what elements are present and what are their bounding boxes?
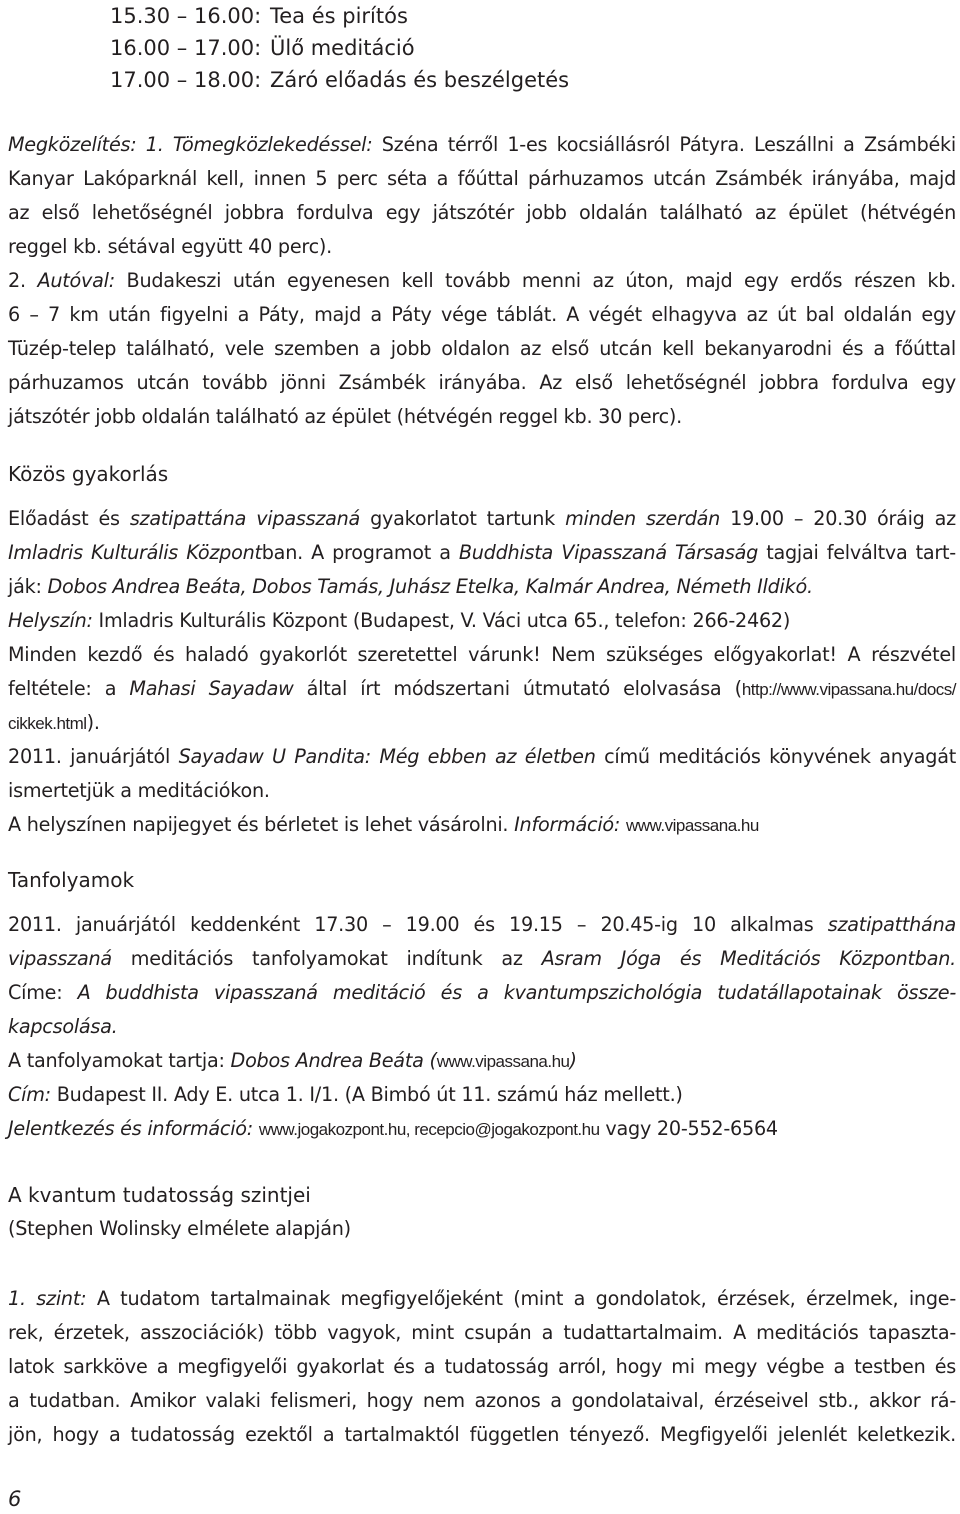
text-span: Széna térről 1-es kocsiállásról Pátyra. Leszállni a Zsámbéki	[372, 133, 956, 156]
text-span: Dobos Andrea Beáta (	[230, 1049, 437, 1072]
text-span: 2011. januárjától	[8, 745, 179, 768]
quantum-subheading	[8, 1212, 956, 1246]
text-line: Tüzép-telep található, vele szemben a jobb oldalon az első utcán kell bekanyarodni és a főúttal	[8, 337, 956, 360]
schedule-row	[110, 64, 569, 96]
text-span: A helyszínen napijegyet és bérletet is lehet vásárolni.	[8, 813, 515, 836]
text-span: 19.00 – 20.30 óráig az	[720, 507, 956, 530]
text-span: 2.	[8, 269, 38, 292]
approach-section	[8, 128, 956, 434]
text-line: jön, hogy a tudatosság ezektől a tartalmaktól független tényező. Megfigyelői jelenlét keletkezik.	[8, 1423, 956, 1446]
text-span: kapcsolása.	[8, 1015, 118, 1038]
text-span: A tudatom tartalmainak megfigyelőjeként (mint a gondolatok, érzések, érzelmek, inge-	[86, 1287, 956, 1310]
text-span: Budapest II. Ady E. utca 1. I/1. (A Bimbó út 11. számú ház mellett.)	[50, 1083, 683, 1106]
text-span: ják:	[8, 575, 48, 598]
section-heading-quantum: A kvantum tudatosság szintjei	[8, 1183, 311, 1207]
text-span: feltétele: a	[8, 677, 130, 700]
schedule-row	[110, 0, 569, 32]
text-span: Sayadaw U Pandita: Még ebben az életben	[178, 745, 596, 768]
schedule-row	[110, 32, 569, 64]
text-line	[8, 976, 956, 1010]
text-span: ).	[86, 711, 100, 734]
text-line: játszótér jobb oldalán található az épület (hétvégén reggel kb. 30 perc).	[8, 405, 683, 428]
text-span: által írt módszertani útmutató elolvasása (	[293, 677, 742, 700]
text-line	[8, 536, 956, 570]
schedule-label: Tea és pirítós	[270, 4, 408, 28]
text-line: Minden kezdő és haladó gyakorlót szeretettel várunk! Nem szükséges előgyakorlat! A részvétel	[8, 643, 956, 666]
text-span: Autóval:	[37, 269, 115, 292]
text-span: Imladris Kulturális Központ (Budapest, V. Váci utca 65., telefon: 266-2462)	[92, 609, 791, 632]
common-section	[8, 502, 956, 842]
text-line: párhuzamos utcán tovább jönni Zsámbék irányába. Az első lehetőségnél jobbra fordulva egy	[8, 371, 956, 394]
text-line: (Stephen Wolinsky elmélete alapján)	[8, 1217, 351, 1240]
schedule-time: 17.00 – 18.00:	[110, 68, 262, 92]
courses-section	[8, 908, 956, 1146]
text-line	[8, 1078, 956, 1112]
url-link[interactable]: www.vipassana.hu	[626, 816, 759, 835]
text-span: szatipattána vipasszaná	[129, 507, 361, 530]
text-line	[8, 942, 956, 976]
text-span: Asram Jóga és Meditációs Központban.	[541, 947, 956, 970]
text-span: című meditációs könyvének anyagát	[595, 745, 956, 768]
text-line	[8, 740, 956, 774]
text-line: 6 – 7 km után figyelni a Páty, majd a Páty vége táblát. A végét elhagyva az út bal oldalán egy	[8, 303, 956, 326]
text-line: a tudatban. Amikor valaki felismeri, hogy nem azonos a gondolataival, érzéseivel stb., akkor rá-	[8, 1389, 956, 1412]
text-line	[8, 502, 956, 536]
text-span: Cím:	[8, 1083, 51, 1106]
text-line	[8, 264, 956, 298]
email-link[interactable]: recepcio@jogakozpont.hu	[414, 1120, 600, 1139]
text-span: )	[569, 1049, 577, 1072]
schedule-list	[110, 0, 569, 96]
url-link[interactable]: www.vipassana.hu	[436, 1052, 570, 1071]
schedule-label: Záró előadás és beszélgetés	[270, 68, 570, 92]
text-span: ban. A programot a	[261, 541, 459, 564]
url-link[interactable]: http://www.vipassana.hu/docs/	[741, 680, 956, 699]
approach-label: Megközelítés: 1. Tömegközlekedéssel:	[8, 133, 373, 156]
text-line: Kanyar Lakóparknál kell, innen 5 perc séta a főúttal párhuzamos utcán Zsámbék irányába, majd	[8, 167, 956, 190]
text-span: Buddhista Vipasszaná Társaság	[458, 541, 759, 564]
quantum-section	[8, 1282, 956, 1452]
text-line	[8, 128, 956, 162]
text-span: Információ:	[514, 813, 621, 836]
text-span: Mahasi Sayadaw	[129, 677, 294, 700]
text-line	[8, 908, 956, 942]
text-line: latok sarkköve a megfigyelői gyakorlat és a tudatosság arról, hogy mi megy végbe a testben és	[8, 1355, 956, 1378]
text-span: tagjai felváltva tart-	[758, 541, 956, 564]
text-span: ,	[405, 1120, 415, 1139]
text-span: Budakeszi után egyenesen kell tovább menni az úton, majd egy erdős részen kb.	[114, 269, 957, 292]
text-span: vagy 20-552-6564	[599, 1117, 778, 1140]
text-line	[8, 672, 956, 706]
text-span: Dobos Andrea Beáta, Dobos Tamás, Juhász Etelka, Kalmár Andrea, Németh Ildikó.	[47, 575, 813, 598]
section-heading-courses: Tanfolyamok	[8, 868, 135, 892]
text-line: rek, érzetek, asszociációk) több vagyok, mint csupán a tudattartalmaim. A meditációs tapaszta-	[8, 1321, 956, 1344]
text-span: vipasszaná	[8, 947, 112, 970]
text-line	[8, 1282, 956, 1316]
text-span: gyakorlatot tartunk	[360, 507, 566, 530]
text-line	[8, 570, 956, 604]
text-span: Címe:	[8, 981, 78, 1004]
text-line	[8, 808, 956, 842]
text-span: Helyszín:	[8, 609, 93, 632]
text-span: meditációs tanfolyamokat indítunk az	[111, 947, 542, 970]
url-link[interactable]: www.jogakozpont.hu	[258, 1120, 406, 1139]
text-line	[8, 604, 956, 638]
text-line: az első lehetőségnél jobbra fordulva egy játszótér jobb oldalán található az épület (hétvégén	[8, 201, 956, 224]
text-span: Jelentkezés és információ:	[8, 1117, 253, 1140]
text-span: Előadást és	[8, 507, 130, 530]
section-heading-common: Közös gyakorlás	[8, 462, 169, 486]
text-line	[8, 1010, 956, 1044]
text-line	[8, 1044, 956, 1078]
text-line: ismertetjük a meditációkon.	[8, 779, 270, 802]
text-span: A tanfolyamokat tartja:	[8, 1049, 231, 1072]
schedule-time: 16.00 – 17.00:	[110, 36, 262, 60]
text-span: szatipatthána	[827, 913, 956, 936]
url-link[interactable]: cikkek.html	[8, 714, 87, 733]
page-number: 6	[8, 1487, 22, 1511]
text-span: Imladris Kulturális Központ	[8, 541, 262, 564]
text-line	[8, 1112, 956, 1146]
text-span: A buddhista vipasszaná meditáció és a kvantumpszichológia tudatállapotainak össze-	[77, 981, 956, 1004]
text-line: reggel kb. sétával együtt 40 perc).	[8, 235, 332, 258]
text-span: 1. szint:	[8, 1287, 87, 1310]
schedule-time: 15.30 – 16.00:	[110, 4, 262, 28]
text-line	[8, 706, 956, 740]
text-span: minden szerdán	[565, 507, 721, 530]
text-span: 2011. januárjától keddenként 17.30 – 19.00 és 19.15 – 20.45-ig 10 alkalmas	[8, 913, 828, 936]
schedule-label: Ülő meditáció	[270, 36, 415, 60]
